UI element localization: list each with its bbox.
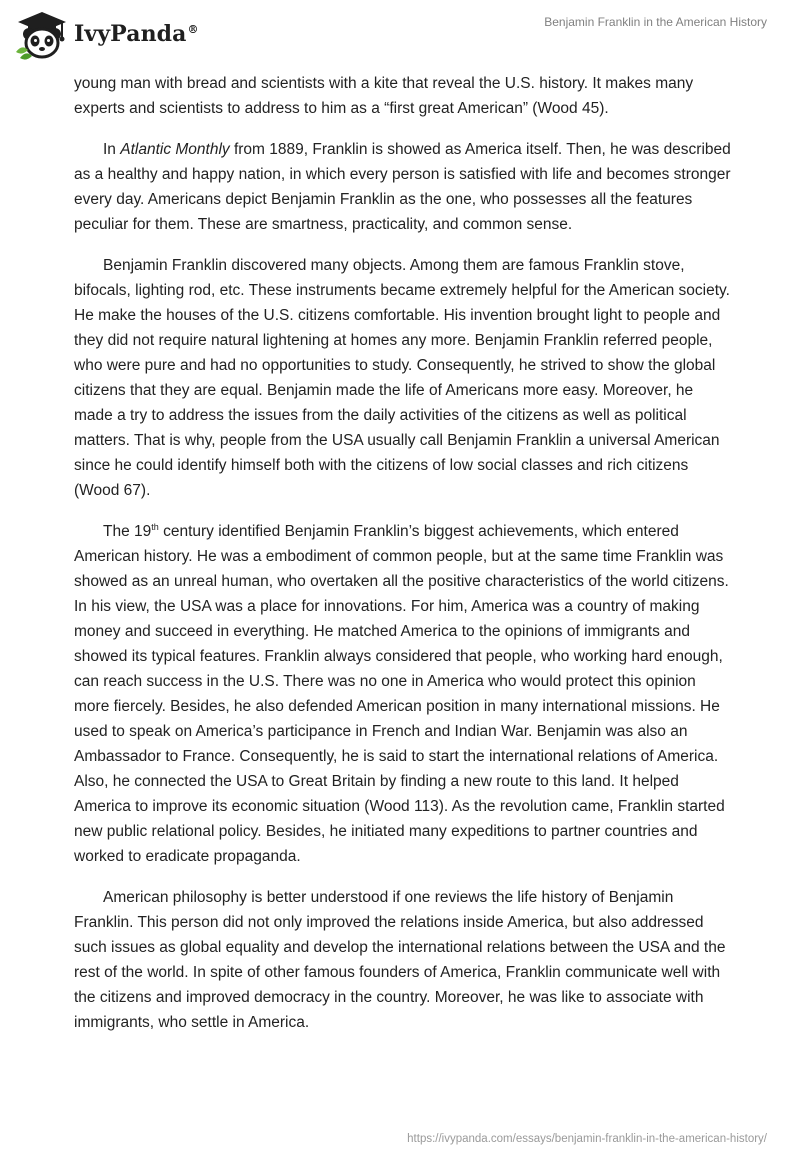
publication-title: Atlantic Monthly bbox=[120, 141, 230, 158]
ivypanda-logo[interactable] bbox=[14, 8, 199, 60]
page-header bbox=[0, 0, 800, 70]
panda-graduate-icon bbox=[14, 8, 70, 60]
paragraph-2: In Atlantic Monthly from 1889, Franklin is showed as America itself. Then, he was described as a healthy and happy nation, in which every person is satisfied with life and becomes stronger every day. Americans depict Benjamin Franklin as the one, who possesses all the features peculiar for them. These are smartness, practicality, and common sense. bbox=[74, 141, 731, 233]
paragraph-1: young man with bread and scientists with a kite that reveal the U.S. history. It makes many experts and scientists to address to him as a “first great American” (Wood 45). bbox=[74, 75, 694, 117]
logo-wordmark: IvyPanda® bbox=[74, 21, 199, 47]
running-title: Benjamin Franklin in the American History bbox=[544, 15, 767, 29]
paragraph-3: Benjamin Franklin discovered many objects. Among them are famous Franklin stove, bifocals, lighting rod, etc. These instruments became extremely helpful for the American society. He make the houses of the U.S. citizens comfortable. His invention brought light to people and they did not require natural lightening at homes any more. Benjamin Franklin referred people, who were pure and had no opportunities to study. Consequently, he strived to show the global citizens that they are equal. Benjamin made the life of Americans more easy. Moreover, he made a try to address the issues from the daily activities of the citizens as well as political matters. That is why, people from the USA usually call Benjamin Franklin a universal American since he could identify himself both with the citizens of low social classes and rich citizens (Wood 67). bbox=[74, 257, 730, 499]
paragraph-4: The 19th century identified Benjamin Franklin’s biggest achievements, which entered American history. He was a embodiment of common people, but at the same time Franklin was showed as an unreal human, who overtaken all the positive characteristics of the world citizens. In his view, the USA was a place for innovations. For him, America was a country of making money and succeed in everything. He matched America to the opinions of immigrants and showed its typical features. Franklin always considered that people, who working hard enough, can reach success in the U.S. There was no one in America who would protect this opinion more fiercely. Besides, he also defended American position in many international missions. He used to speak on America’s participance in French and Indian War. Benjamin was also an Ambassador to France. Consequently, he is said to start the international relations of America. Also, he connected the USA to Great Britain by finding a new route to this land. It helped America to improve its economic situation (Wood 113). As the revolution came, Franklin started new public relational policy. Besides, he initiated many expeditions to partner countries and worked to eradicate propaganda. bbox=[74, 521, 729, 865]
source-url[interactable]: https://ivypanda.com/essays/benjamin-franklin-in-the-american-history/ bbox=[407, 1133, 767, 1145]
paragraph-5: American philosophy is better understood if one reviews the life history of Benjamin Franklin. This person did not only improved the relations inside America, but also addressed such issues as global equality and develop the international relations between the USA and the rest of the world. In spite of other famous founders of America, Franklin communicate well with the citizens and improved democracy in the country. Moreover, he was like to associate with immigrants, who settle in America. bbox=[74, 889, 726, 1031]
essay-body bbox=[74, 71, 734, 1051]
